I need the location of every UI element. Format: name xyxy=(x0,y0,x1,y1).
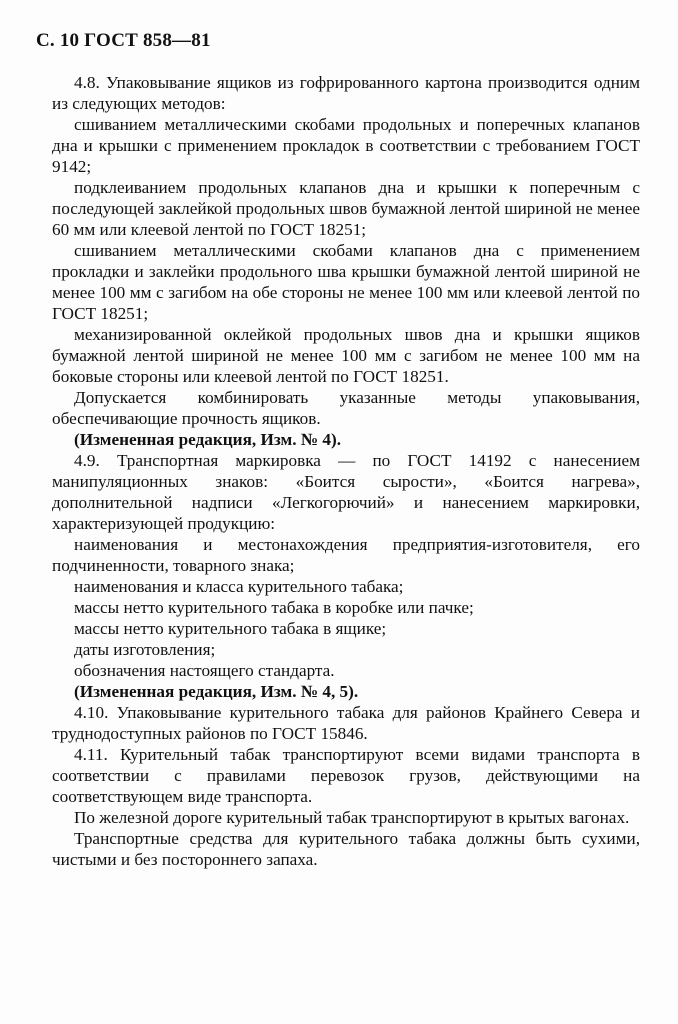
clause-4-9-item-1: наименования и местонахождения предприятия-изготовителя, его подчиненности, товарного знака; xyxy=(52,535,640,575)
clause-4-11: 4.11. Курительный табак транспортируют всеми видами транспорта в соответствии с правилами перевозок грузов, действующими на соответствующем виде транспорта. xyxy=(52,745,640,806)
clause-4-9-item-4: массы нетто курительного табака в ящике; xyxy=(74,619,387,638)
clause-4-8-method-1: сшиванием металлическими скобами продольных и поперечных клапанов дна и крышки с применением прокладок в соответствии с требованием ГОСТ 9142; xyxy=(52,115,640,176)
clause-4-8-allowed: Допускается комбинировать указанные методы упаковывания, обеспечивающие прочность ящиков. xyxy=(52,388,640,428)
page-header: С. 10 ГОСТ 858—81 xyxy=(36,30,211,51)
clause-4-9-item-6: обозначения настоящего стандарта. xyxy=(74,661,335,680)
clause-4-10: 4.10. Упаковывание курительного табака для районов Крайнего Севера и труднодоступных районов по ГОСТ 15846. xyxy=(52,703,640,743)
clause-4-8-method-2: подклеиванием продольных клапанов дна и крышки к поперечным с последующей заклейкой продольных швов бумажной лентой шириной не менее 60 мм или клеевой лентой по ГОСТ 18251; xyxy=(52,178,640,239)
clause-4-11-rail: По железной дороге курительный табак транспортируют в крытых вагонах. xyxy=(74,808,630,827)
clause-4-8-revision: (Измененная редакция, Изм. № 4). xyxy=(74,430,341,449)
clause-4-11-vehicles: Транспортные средства для курительного табака должны быть сухими, чистыми и без постороннего запаха. xyxy=(52,829,640,869)
clause-4-9-revision: (Измененная редакция, Изм. № 4, 5). xyxy=(74,682,359,701)
clause-4-8-intro: 4.8. Упаковывание ящиков из гофрированного картона производится одним из следующих методов: xyxy=(52,73,640,113)
clause-4-9-item-5: даты изготовления; xyxy=(74,640,216,659)
clause-4-8-method-3: сшиванием металлическими скобами клапанов дна с применением прокладки и заклейки продольного шва крышки бумажной лентой шириной не менее 100 мм с загибом на обе стороны не менее 100 мм или клеевой лентой по ГОСТ 18251; xyxy=(52,241,640,323)
clause-4-9-intro: 4.9. Транспортная маркировка — по ГОСТ 14192 с нанесением манипуляционных знаков: «Боится сырости», «Боится нагрева», дополнительной надписи «Легкогорючий» и нанесением маркировки, характеризующей продукцию: xyxy=(52,451,640,533)
document-body xyxy=(52,72,640,870)
clause-4-8-method-4: механизированной оклейкой продольных швов дна и крышки ящиков бумажной лентой шириной не менее 100 мм с загибом не менее 100 мм на боковые стороны или клеевой лентой по ГОСТ 18251. xyxy=(52,325,640,386)
clause-4-9-item-3: массы нетто курительного табака в коробке или пачке; xyxy=(74,598,474,617)
clause-4-9-item-2: наименования и класса курительного табака; xyxy=(74,577,404,596)
